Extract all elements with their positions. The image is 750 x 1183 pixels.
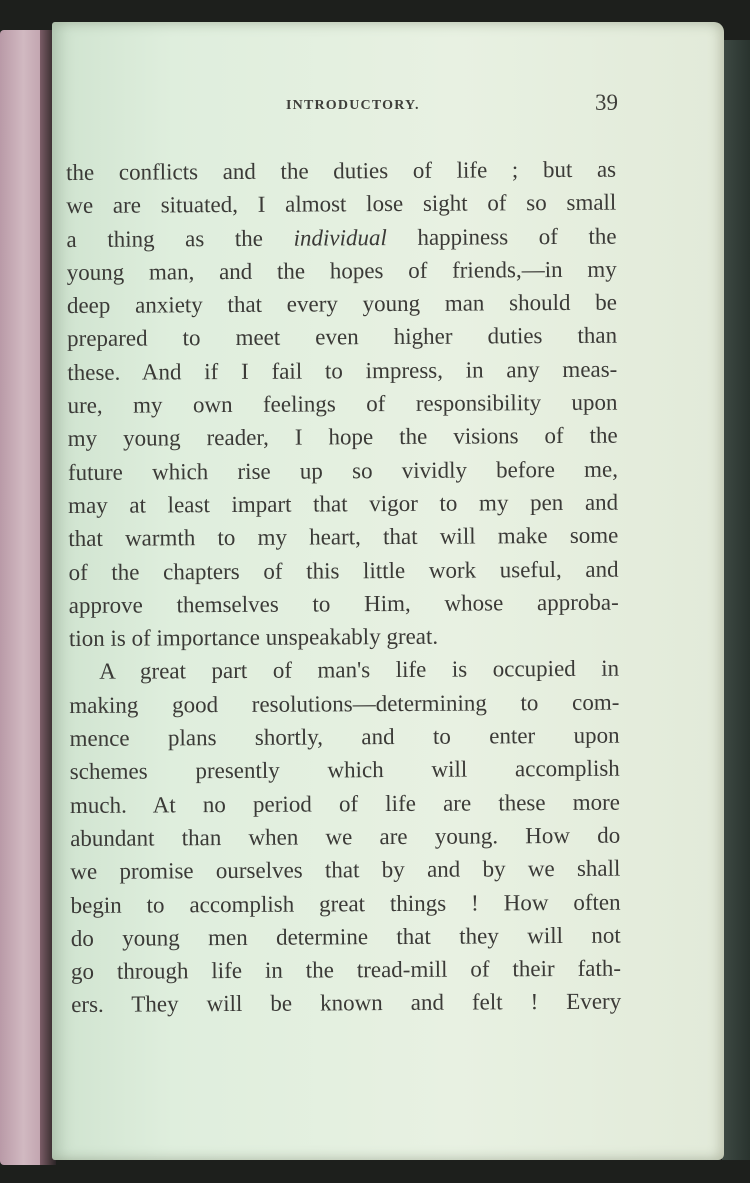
text-line: ers. They will be known and felt ! Every [71,989,622,1018]
page-header [66,86,618,126]
page-number: 39 [595,90,618,115]
text-line: prepared to meet even higher duties than [67,323,618,352]
text-line: we promise ourselves that by and by we shall [70,855,621,885]
text-line: young man, and the hopes of friends,—in my [66,256,617,285]
right-cover-edge [722,40,750,1160]
text-line: my young reader, I hope the visions of the [67,423,618,452]
text-line: of the chapters of this little work useful, and [68,556,619,585]
body-text [66,153,621,1022]
italic-word: individual [293,224,387,251]
text-line: ure, my own feelings of responsibility upon [67,389,618,419]
text-line: mence plans shortly, and to enter upon [69,722,620,752]
running-head: INTRODUCTORY. [286,98,420,113]
text-line: tion is of importance unspeakably great. [68,623,439,652]
text-line: may at least impart that vigor to my pen and [68,489,619,518]
text-line-prefix: a thing as the [66,225,264,252]
text-line: schemes presently which will accomplish [69,755,620,785]
text-line: that warmth to my heart, that will make some [68,522,619,552]
text-line: the conflicts and the duties of life ; but as [66,156,617,185]
text-line: deep anxiety that every young man should be [66,289,617,319]
paragraph-start-line: A great part of man's life is occupied in [99,656,620,685]
text-line: go through life in the tread-mill of their fath- [70,955,622,985]
text-line: much. At no period of life are these more [69,789,621,818]
text-line: do young men determine that they will not [70,922,621,951]
text-line: future which rise up so vividly before me, [67,456,618,485]
text-line-suffix: happiness of the [417,223,617,250]
text-line: we are situated, I almost lose sight of so small [66,189,617,219]
text-line: abundant than when we are young. How do [70,822,621,851]
text-line: approve themselves to Him, whose approba- [68,589,619,618]
text-line: begin to accomplish great things ! How often [70,889,621,918]
text-line: these. And if I fail to impress, in any meas- [67,356,618,385]
text-line [66,219,616,256]
text-line: making good resolutions—determining to com- [69,689,620,718]
